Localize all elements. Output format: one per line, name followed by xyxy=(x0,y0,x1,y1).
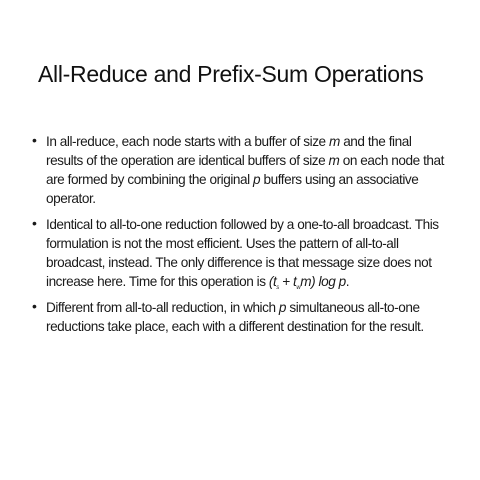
slide-title: All-Reduce and Prefix-Sum Operations xyxy=(38,61,424,87)
time-formula xyxy=(269,274,346,289)
bullet-text: In all-reduce, each node starts with a buffer of size xyxy=(46,134,329,149)
bullet-text: buffers using an associative operator. xyxy=(46,172,419,206)
bullet-text: on each node that are formed by combining the original xyxy=(46,153,444,187)
variable-m: m xyxy=(329,134,340,149)
formula-subscript-w: w xyxy=(296,285,301,291)
formula-subscript-s: s xyxy=(276,285,279,291)
bullet-text: and the final results of the operation are identical buffers of size xyxy=(46,134,412,168)
bullet-item-all-reduce xyxy=(30,132,450,208)
variable-m: m xyxy=(328,153,340,168)
variable-p: p xyxy=(278,300,287,315)
bullet-text: simultaneous all-to-one reductions take place, each with a different destination for the result. xyxy=(46,300,424,334)
formula-part: m) log p xyxy=(300,274,346,289)
bullet-marker: • xyxy=(32,215,37,231)
formula-part: (t xyxy=(268,274,277,289)
bullet-item-different xyxy=(30,298,450,336)
formula-part: + t xyxy=(278,274,297,289)
bullet-marker: • xyxy=(32,298,37,314)
bullet-text: Different from all-to-all reduction, in which xyxy=(46,300,279,315)
bullet-marker: • xyxy=(32,132,37,148)
bullet-item-identical xyxy=(30,215,450,291)
variable-p: p xyxy=(253,172,261,187)
bullet-text: Identical to all-to-one reduction followed by a one-to-all broadcast. This formulation is not the most efficient. Uses the pattern of all-to-all broadcast, instead. The only difference is that message size does not increase here. Time for this operation is xyxy=(46,217,439,289)
bullet-list xyxy=(30,132,450,343)
bullet-text: . xyxy=(345,274,350,289)
